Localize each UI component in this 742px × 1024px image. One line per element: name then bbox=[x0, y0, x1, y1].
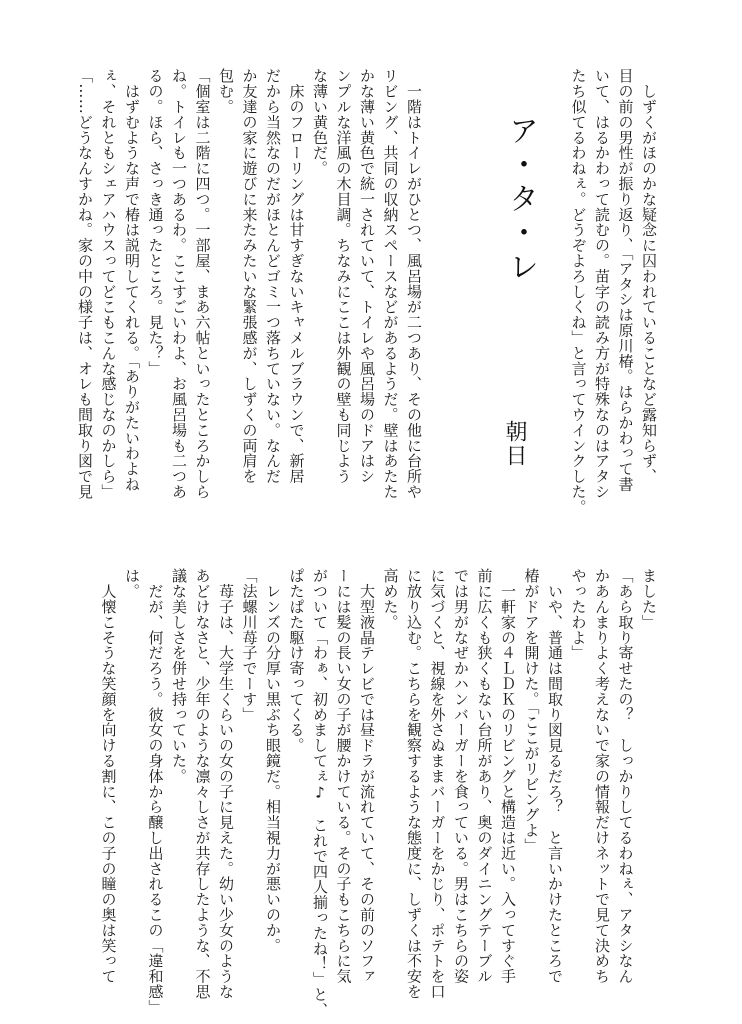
text-line: あどけなさと、少年のような凛々しさが共存したような、不思 bbox=[193, 568, 212, 1000]
text-line: 目の前の男性が振り返り、「アタシは原川椿。はらかわって書 bbox=[616, 68, 635, 492]
text-line: やったわよ」 bbox=[569, 568, 588, 661]
text-line: 包む。 bbox=[217, 68, 235, 115]
upper-body-text bbox=[76, 68, 425, 528]
text-line: な薄い黄色だ。 bbox=[311, 68, 329, 176]
text-line: 大型液晶テレビでは昼ドラが流れていて、その前のソファ bbox=[358, 568, 376, 984]
text-line: 議な美しさを併せ持っていた。 bbox=[170, 568, 188, 784]
lower-body-text bbox=[80, 568, 660, 1018]
text-line: ンプルな洋風の木目調。ちなみにここは外観の壁も同じよう bbox=[334, 68, 353, 484]
text-line: いて、はるかわって読むの。苗字の読み方が特殊なのはアタシ bbox=[593, 68, 611, 500]
text-line: るの。ほら、さっき通ったところ。見た？」 bbox=[146, 68, 165, 376]
text-line: 前に広くも狭くもない台所があり、奥のダイニングテーブル bbox=[475, 568, 494, 984]
text-line: 高めた。 bbox=[381, 568, 400, 630]
text-line: ぱたぱた駆け寄ってくる。 bbox=[287, 568, 306, 753]
text-line: 床のフローリングは甘すぎないキャメルブラウンで、新居 bbox=[287, 68, 306, 484]
text-line: 「個室は二階に四つ。一部屋、まあ六帖といったところかしら bbox=[193, 68, 212, 500]
text-line: たち似てるわねぇ。どうぞよろしくね」と言ってウインクした。 bbox=[569, 68, 588, 515]
text-line: だから当然なのだがほとんどゴミ一つ落ちていない。なんだ bbox=[264, 68, 282, 484]
text-line: だが、何だろう。彼女の身体から醸し出されるこの「違和感」 bbox=[146, 568, 165, 1015]
text-line: では男がなぜかハンバーガーを食っている。男はこちらの姿 bbox=[452, 568, 470, 984]
text-line: ね。トイレも一つあるわ。ここすごいわよ、お風呂場も二つあ bbox=[170, 68, 188, 500]
text-line: ぇ、それともシェアハウスってどこもこんな感じなのかしら」 bbox=[99, 68, 118, 500]
author-name: 朝日 bbox=[502, 420, 527, 468]
text-line: いや、普通は間取り図見るだろ？ と言いかけたところで bbox=[546, 568, 564, 984]
text-line: 「あら取り寄せたの？ しっかりしてるわねぇ、アタシなん bbox=[616, 568, 635, 984]
text-line: ました」 bbox=[640, 568, 658, 630]
text-line: 「法螺川苺子でーす」 bbox=[240, 568, 259, 722]
text-line: かあんまりよく考えないで家の情報だけネットで見て決めち bbox=[593, 568, 611, 984]
text-line: ーには髪の長い女の子が腰かけている。その子もこちらに気 bbox=[334, 568, 353, 984]
text-line: は。 bbox=[123, 568, 141, 599]
text-line: 椿がドアを開けた。「ここがリビングよ」 bbox=[522, 568, 541, 854]
text-line: かな薄い黄色で統一されていて、トイレや風呂場のドアはシ bbox=[358, 68, 376, 484]
text-line: レンズの分厚い黒ぶち眼鏡だ。相当視力が悪いのか。 bbox=[264, 568, 282, 953]
text-line: 一階はトイレがひとつ、風呂場が二つあり、その他に台所や bbox=[405, 68, 423, 500]
text-line: はずむような声で椿は説明してくれる。「ありがたいわよね bbox=[123, 68, 141, 492]
opening-paragraph bbox=[569, 68, 660, 528]
text-line: がついて「わぁ、初めましてぇ♪ これで四人揃ったね！」と、 bbox=[311, 568, 329, 1018]
text-line: しずくがほのかな疑念に囚われていることなど露知らず、 bbox=[640, 68, 658, 484]
text-line: リビング、共同の収納スペースなどがあるようだ。壁はあたた bbox=[381, 68, 400, 500]
text-line: に放り込む。こちらを観察するような態度に、しずくは不安を bbox=[405, 568, 423, 1000]
text-line: に気づくと、視線を外さぬままバーガーをかじり、ポテトを口 bbox=[428, 568, 447, 1000]
story-title: ア・タ・レ bbox=[503, 115, 538, 285]
text-line: 人懐こそうな笑顔を向ける割に、この子の瞳の奥は笑って bbox=[99, 568, 118, 984]
text-line: 苺子は、大学生くらいの女の子に見えた。幼い少女のような bbox=[217, 568, 235, 1000]
text-line: 「……どうなんすかね。家の中の様子は、オレも間取り図で見 bbox=[76, 68, 94, 500]
text-line: 一軒家の４ＬＤＫのリビングと構造は近い。入ってすぐ手 bbox=[499, 568, 517, 984]
text-line: か友達の家に遊びに来たみたいな緊張感が、しずくの両肩を bbox=[240, 68, 259, 484]
